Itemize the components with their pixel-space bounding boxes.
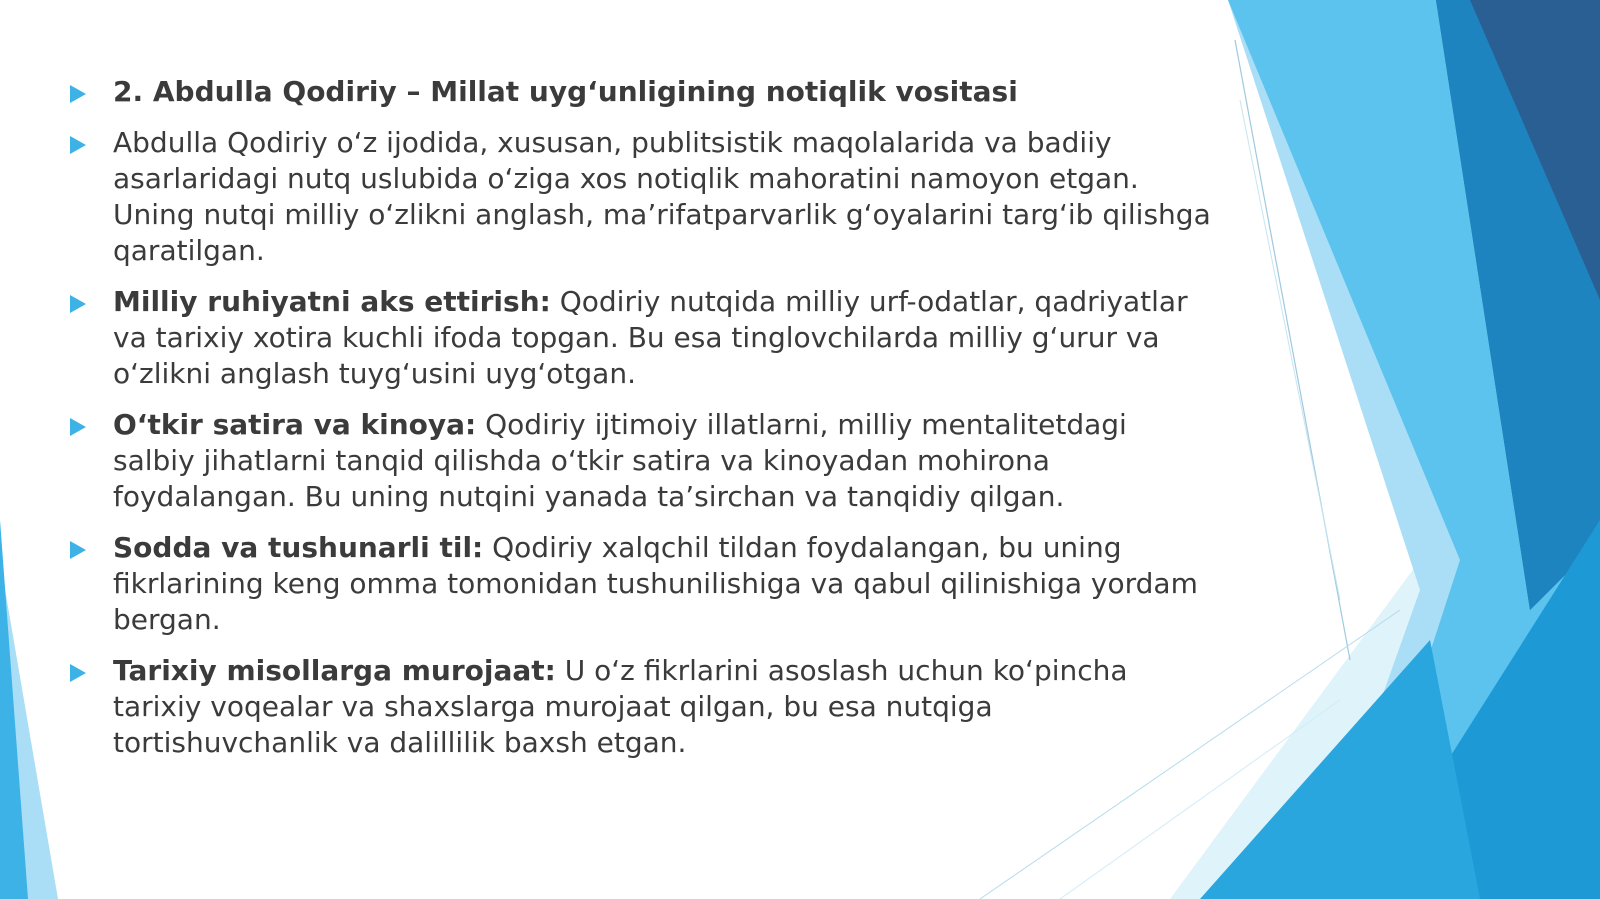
- triangle-bullet-icon: [70, 664, 86, 682]
- bullet-item: [66, 284, 1216, 392]
- bullet-title: Tarixiy misollarga murojaat:: [113, 654, 556, 687]
- bullet-item: [66, 125, 1216, 269]
- bullet-item: [66, 74, 1216, 110]
- triangle-bullet-icon: [70, 295, 86, 313]
- bullet-title: Sodda va tushunarli til:: [113, 531, 484, 564]
- triangle-bullet-icon: [70, 541, 86, 559]
- bullet-item: [66, 407, 1216, 515]
- triangle-bullet-icon: [70, 85, 86, 103]
- bullet-text: Qodiriy xalqchil tildan foydalangan, bu uning fikrlarining keng omma tomonidan tushunilishiga va qabul qilinishiga yordam bergan.: [113, 531, 1198, 636]
- triangle-bullet-icon: [70, 136, 86, 154]
- triangle-bullet-icon: [70, 418, 86, 436]
- bullet-text: Abdulla Qodiriy o‘z ijodida, xususan, publitsistik maqolalarida va badiiy asarlaridagi nutq uslubida o‘ziga xos notiqlik mahoratini namoyon etgan. Uning nutqi milliy o‘zlikni anglash, ma’rifatparvarlik g‘oyalarini targ‘ib qilishga qaratilgan.: [113, 126, 1211, 267]
- bullet-title: 2. Abdulla Qodiriy – Millat uyg‘unligining notiqlik vositasi: [113, 75, 1018, 108]
- bullet-title: Milliy ruhiyatni aks ettirish:: [113, 285, 551, 318]
- bullet-list: [66, 74, 1216, 776]
- bullet-text: U o‘z fikrlarini asoslash uchun ko‘pincha tarixiy voqealar va shaxslarga murojaat qilgan, bu esa nutqiga tortishuvchanlik va dalillilik baxsh etgan.: [113, 654, 1128, 759]
- bullet-item: [66, 653, 1216, 761]
- bullet-text: Qodiriy ijtimoiy illatlarni, milliy mentalitetdagi salbiy jihatlarni tanqid qilishda o‘tkir satira va kinoyadan mohirona foydalangan. Bu uning nutqini yanada ta’sirchan va tanqidiy qilgan.: [113, 408, 1127, 513]
- bullet-item: [66, 530, 1216, 638]
- bullet-title: O‘tkir satira va kinoya:: [113, 408, 477, 441]
- bullet-text: Qodiriy nutqida milliy urf-odatlar, qadriyatlar va tarixiy xotira kuchli ifoda topgan. Bu esa tinglovchilarda milliy g‘urur va o‘zlikni anglash tuyg‘usini uyg‘otgan.: [113, 285, 1188, 390]
